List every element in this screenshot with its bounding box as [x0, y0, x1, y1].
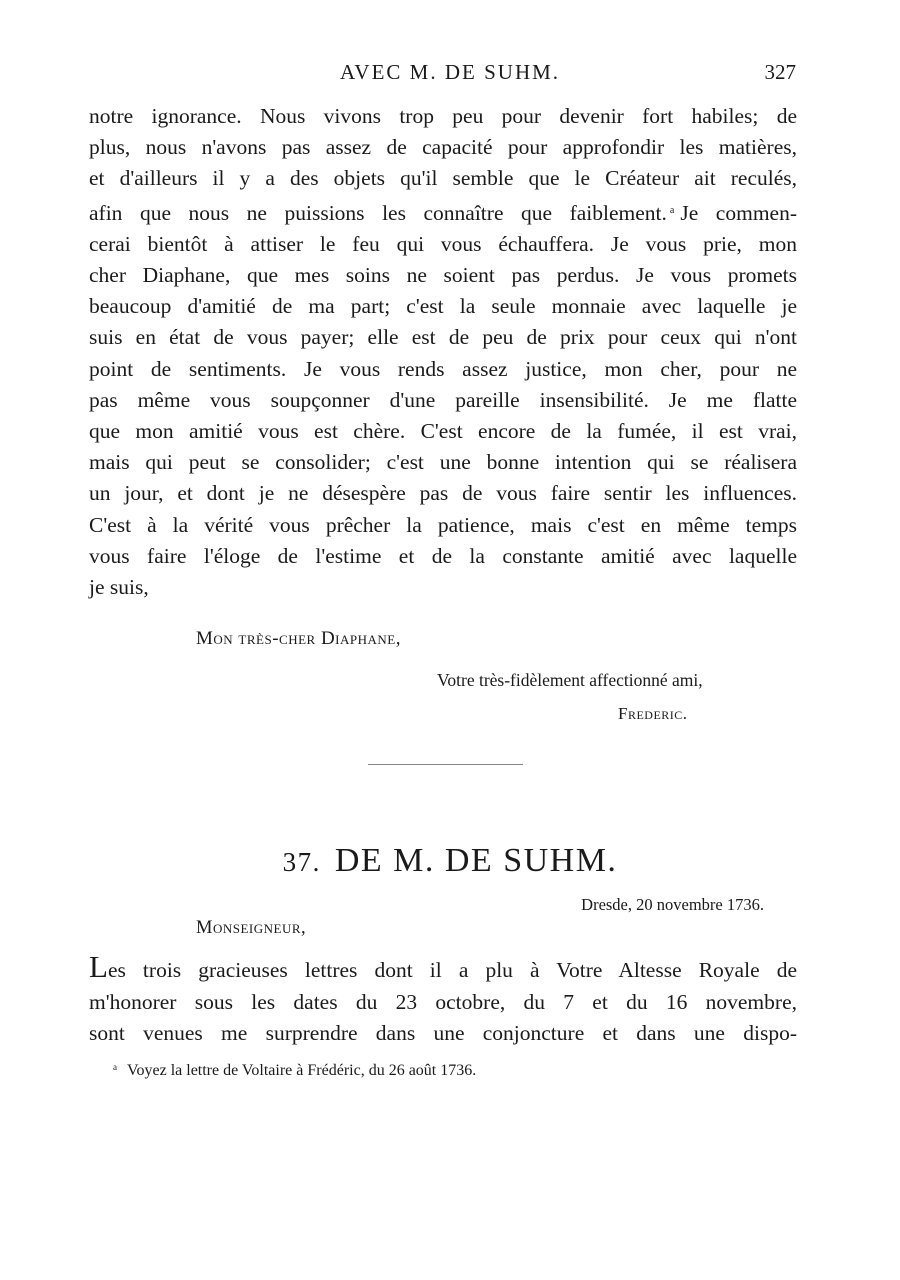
- text-line: vous faire l'éloge de l'estime et de la constante amitié avec laquelle: [89, 543, 797, 568]
- text-line: je suis,: [89, 575, 149, 600]
- text-line: suis en état de vous payer; elle est de peu de prix pour ceux qui n'ont: [89, 325, 797, 350]
- footnote-reference[interactable]: a: [669, 204, 675, 216]
- text-line: que mon amitié vous est chère. C'est encore de la fumée, il est vrai,: [89, 419, 797, 444]
- closing-valediction: Votre très-fidèlement affectionné ami,: [437, 670, 703, 690]
- text-line: sont venues me surprendre dans une conjoncture et dans une dispo-: [89, 1021, 797, 1045]
- text-line: et d'ailleurs il y a des objets qu'il semble que le Créateur ait reculés,: [89, 166, 797, 191]
- text-line: notre ignorance. Nous vivons trop peu pour devenir fort habiles; de: [89, 104, 797, 128]
- text-line: m'honorer sous les dates du 23 octobre, du 7 et du 16 novembre,: [89, 989, 797, 1014]
- text-line: cher Diaphane, que mes soins ne soient pas perdus. Je vous promets: [89, 263, 797, 288]
- text-segment: es trois gracieuses lettres dont il a plu à Votre Altesse Royale de: [107, 958, 797, 982]
- text-line: [89, 195, 797, 229]
- letter-title: DE M. DE SUHM.: [334, 842, 618, 879]
- text-line: cerai bientôt à attiser le feu qui vous échauffera. Je vous prie, mon: [89, 231, 797, 256]
- text-line: un jour, et dont je ne désespère pas de vous faire sentir les influences.: [89, 481, 797, 506]
- page-number: 327: [764, 60, 796, 84]
- dateline: Dresde, 20 novembre 1736.: [581, 895, 764, 914]
- text-line: C'est à la vérité vous prêcher la patience, mais c'est en même temps: [89, 512, 797, 537]
- address-line: Monseigneur,: [196, 918, 307, 938]
- text-line: point de sentiments. Je vous rends assez justice, mon cher, pour ne: [89, 356, 797, 381]
- section-divider: [368, 764, 523, 765]
- text-line: [89, 949, 797, 987]
- text-line: plus, nous n'avons pas assez de capacité pour approfondir les matières,: [89, 135, 797, 160]
- running-title: AVEC M. DE SUHM.: [339, 60, 561, 84]
- signature: Frederic.: [618, 704, 688, 723]
- next-letter-body: [89, 949, 797, 1050]
- letter-heading: [0, 842, 900, 880]
- letter-body-text: [89, 101, 797, 603]
- drop-cap: L: [89, 949, 108, 984]
- letter-number: 37.: [282, 847, 321, 877]
- footnote-marker: a: [113, 1062, 117, 1072]
- text-segment: Je commen-: [680, 200, 797, 225]
- text-segment: afin que nous ne puissions les connaître que faiblement.: [89, 200, 667, 225]
- text-line: beaucoup d'amitié de ma part; c'est la seule monnaie avec laquelle je: [89, 294, 797, 319]
- footnote-text: Voyez la lettre de Voltaire à Frédéric, du 26 août 1736.: [127, 1062, 477, 1079]
- closing-salutation: Mon très-cher Diaphane,: [196, 628, 401, 649]
- text-line: mais qui peut se consolider; c'est une bonne intention qui se réalisera: [89, 450, 797, 475]
- text-line: pas même vous soupçonner d'une pareille insensibilité. Je me flatte: [89, 387, 797, 412]
- footnote: [113, 1062, 476, 1080]
